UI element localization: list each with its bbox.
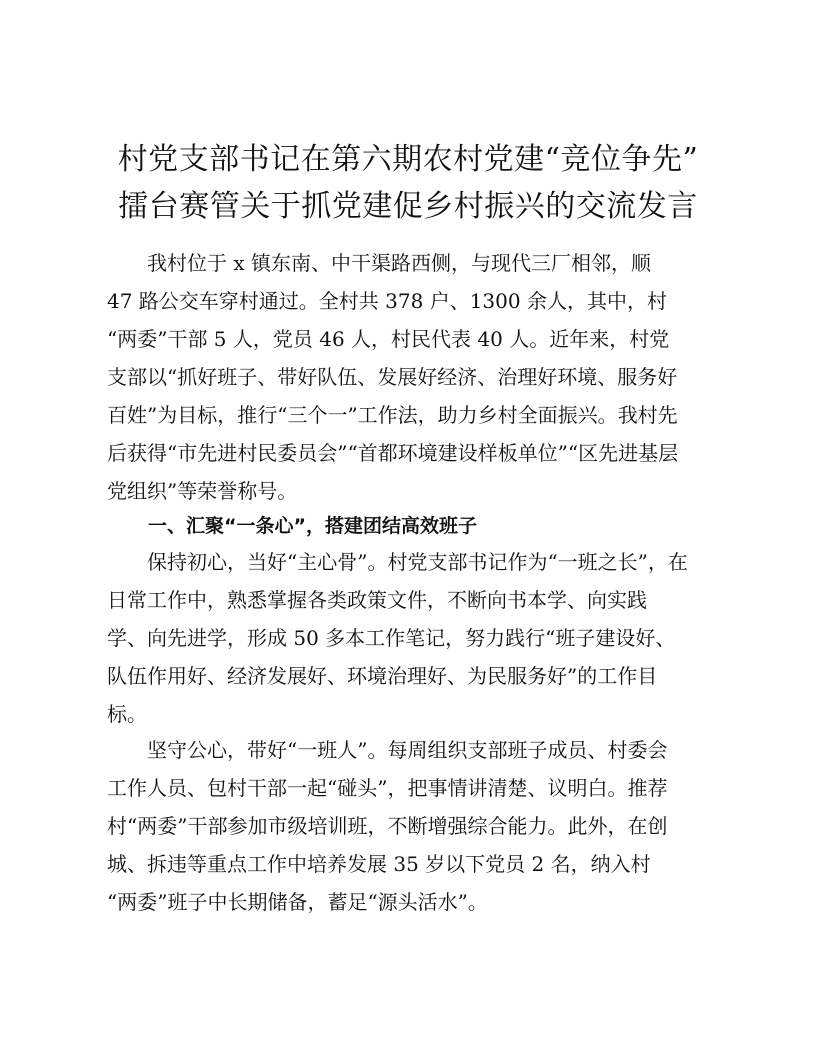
paragraph-line: 学、向先进学，形成 50 多本工作笔记，努力践行“班子建设好、 — [107, 626, 676, 650]
paragraph-line: 支部以“抓好班子、带好队伍、发展好经济、治理好环境、服务好 — [107, 365, 678, 389]
intro-paragraph — [107, 244, 717, 510]
paragraph-line: 我村位于 x 镇东南、中干渠路西侧，与现代三厂相邻，顺 — [107, 251, 651, 275]
paragraph-line: 队伍作用好、经济发展好、环境治理好、为民服务好”的工作目 — [107, 664, 658, 688]
paragraph-line: 百姓”为目标，推行“三个一”工作法，助力乡村全面振兴。我村先 — [107, 403, 678, 427]
paragraph-line: 日常工作中，熟悉掌握各类政策文件，不断向书本学、向实践 — [107, 588, 647, 612]
paragraph-line: 保持初心，当好“主心骨”。村党支部书记作为“一班之长”，在 — [107, 550, 688, 574]
title-line-1: 村党支部书记在第六期农村党建“竞位争先” — [117, 142, 699, 177]
paragraph-line: 城、拆违等重点工作中培养发展 35 岁以下党员 2 名，纳入村 — [107, 852, 651, 876]
paragraph-line: “两委”干部 5 人，党员 46 人，村民代表 40 人。近年来，村党 — [107, 327, 670, 351]
paragraph-line: 47 路公交车穿村通过。全村共 378 户、1300 余人，其中，村 — [107, 289, 667, 313]
body-paragraph — [107, 543, 717, 733]
paragraph-line: “两委”班子中长期储备，蓄足“源头活水”。 — [107, 890, 488, 914]
paragraph-line: 党组织”等荣誉称号。 — [107, 479, 298, 503]
section-heading: 一、汇聚“一条心”，搭建团结高效班子 — [148, 515, 477, 537]
paragraph-line: 后获得“市先进村民委员会”“首都环境建设样板单位”“区先进基层 — [107, 441, 679, 465]
paragraph-line: 工作人员、包村干部一起“碰头”，把事情讲清楚、议明白。推荐 — [107, 776, 668, 800]
paragraph-line: 村“两委”干部参加市级培训班，不断增强综合能力。此外，在创 — [107, 814, 668, 838]
body-paragraph — [107, 731, 717, 921]
title-line-2: 擂台赛管关于抓党建促乡村振兴的交流发言 — [118, 189, 698, 224]
paragraph-line: 标。 — [107, 702, 147, 726]
paragraph-line: 坚守公心，带好“一班人”。每周组织支部班子成员、村委会 — [107, 738, 668, 762]
